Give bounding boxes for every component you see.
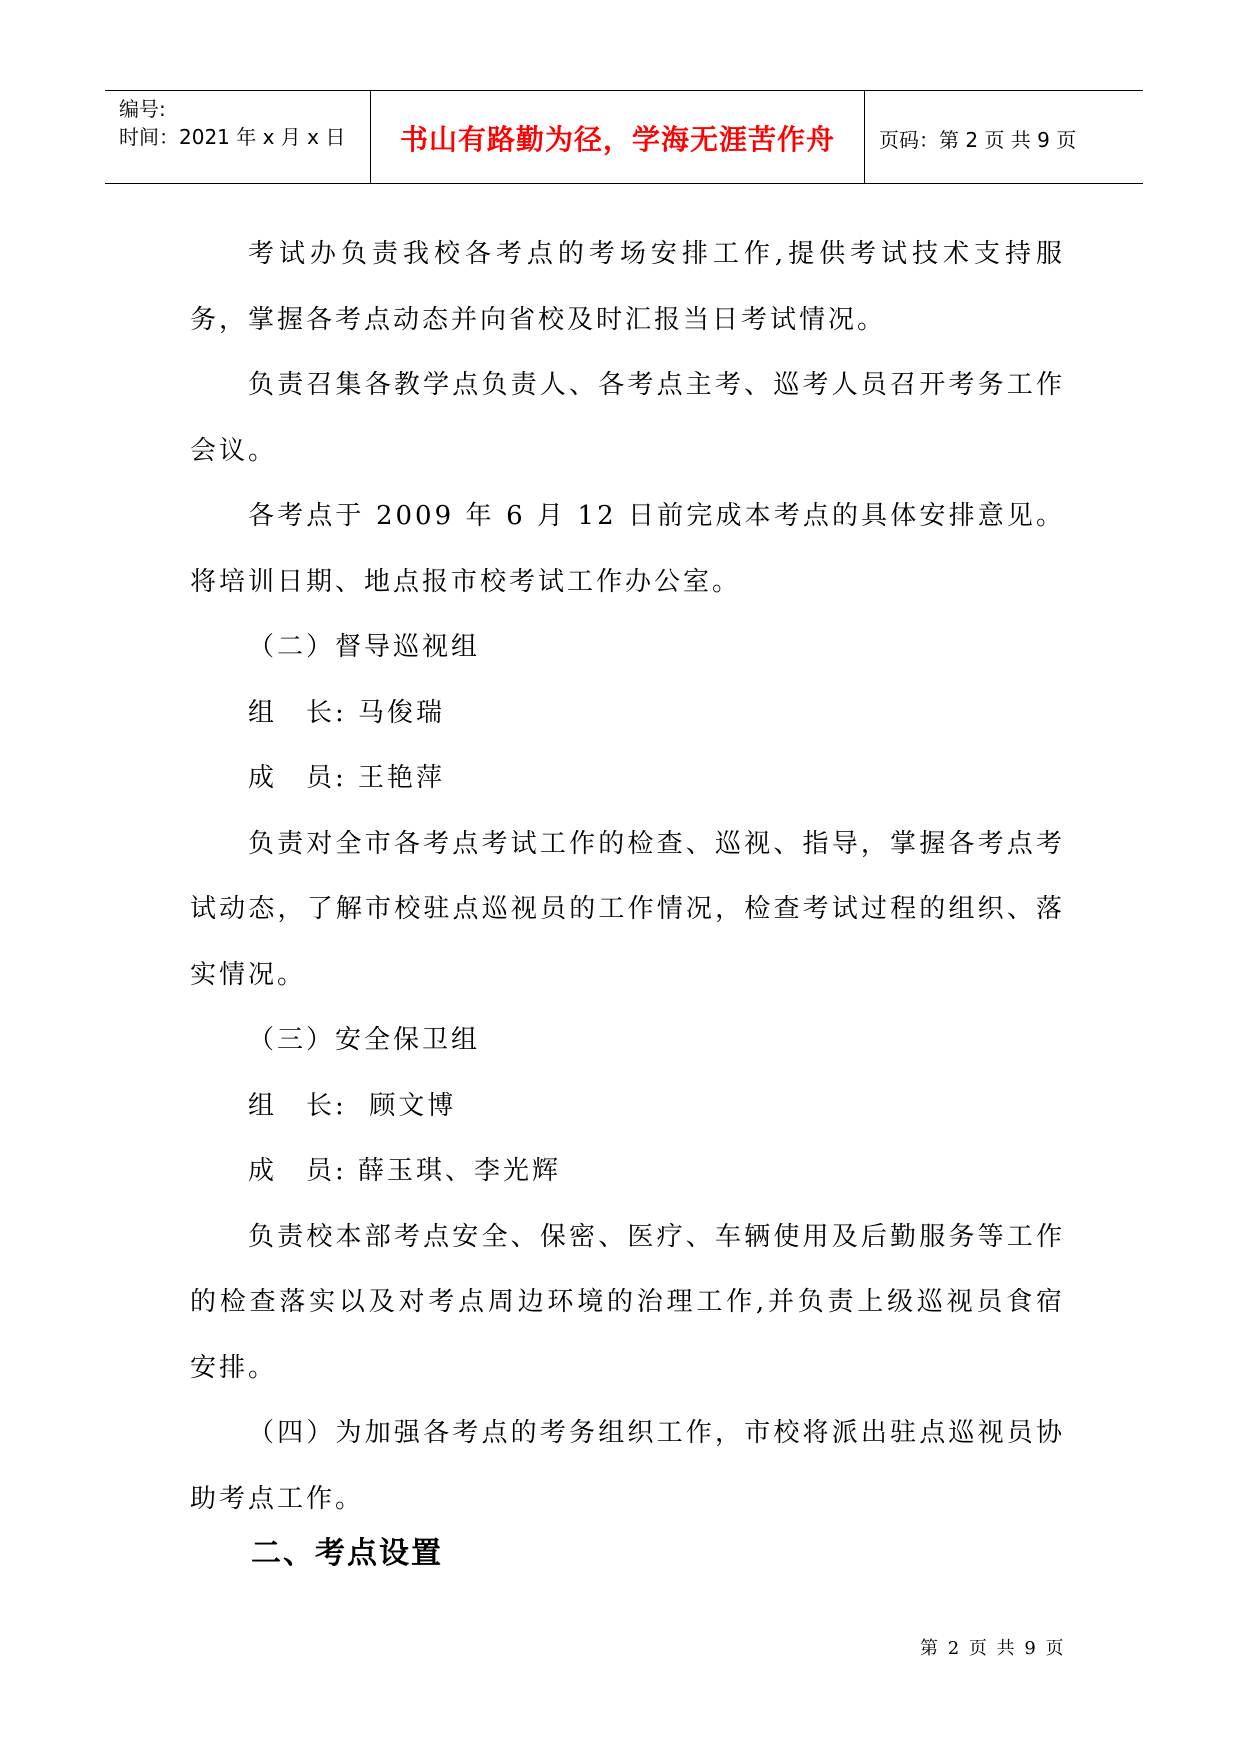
header-page-code: 页码：第 2 页 共 9 页 — [879, 127, 1077, 152]
header-left-cell — [105, 91, 370, 183]
header-right-cell — [865, 91, 1143, 183]
group-supervision-member: 成 员: 王艳萍 — [248, 763, 446, 793]
group-security-member: 成 员: 薛玉琪、李光辉 — [248, 1156, 562, 1186]
header-middle-cell — [370, 91, 865, 183]
group-supervision-title: （二）督导巡视组 — [248, 632, 481, 662]
paragraph-supervision-duty: 负责对全市各考点考试工作的检查、巡视、指导，掌握各考点考试动态，了解市校驻点巡视员的工作情况，检查考试过程的组织、落实情况。 — [190, 828, 1065, 990]
section-heading: 二、考点设置 — [251, 1536, 443, 1571]
page-header — [105, 90, 1143, 184]
group-security-title: （三）安全保卫组 — [248, 1025, 481, 1055]
document-body — [190, 222, 1065, 1532]
paragraph-inspectors: （四）为加强各考点的考务组织工作，市校将派出驻点巡视员协助考点工作。 — [190, 1418, 1065, 1514]
group-supervision-leader: 组 长: 马俊瑞 — [248, 697, 446, 728]
paragraph-schedule: 各考点于 2009 年 6 月 12 日前完成本考点的具体安排意见。将培训日期、地点报市校考试工作办公室。 — [190, 501, 1065, 597]
document-time-label: 时间：2021 年 x 月 x 日 — [119, 125, 346, 149]
header-slogan: 书山有路勤为径，学海无涯苦作舟 — [399, 123, 835, 156]
paragraph-exam-office: 考试办负责我校各考点的考场安排工作,提供考试技术支持服务，掌握各考点动态并向省校及时汇报当日考试情况。 — [190, 239, 1065, 335]
group-security-leader: 组 长: 顾文博 — [248, 1090, 457, 1121]
paragraph-security-duty: 负责校本部考点安全、保密、医疗、车辆使用及后勤服务等工作的检查落实以及对考点周边环境的治理工作,并负责上级巡视员食宿安排。 — [190, 1221, 1065, 1383]
paragraph-meeting: 负责召集各教学点负责人、各考点主考、巡考人员召开考务工作会议。 — [190, 370, 1065, 466]
page-footer: 第 2 页 共 9 页 — [920, 1638, 1066, 1659]
document-number-label: 编号: — [119, 97, 166, 121]
